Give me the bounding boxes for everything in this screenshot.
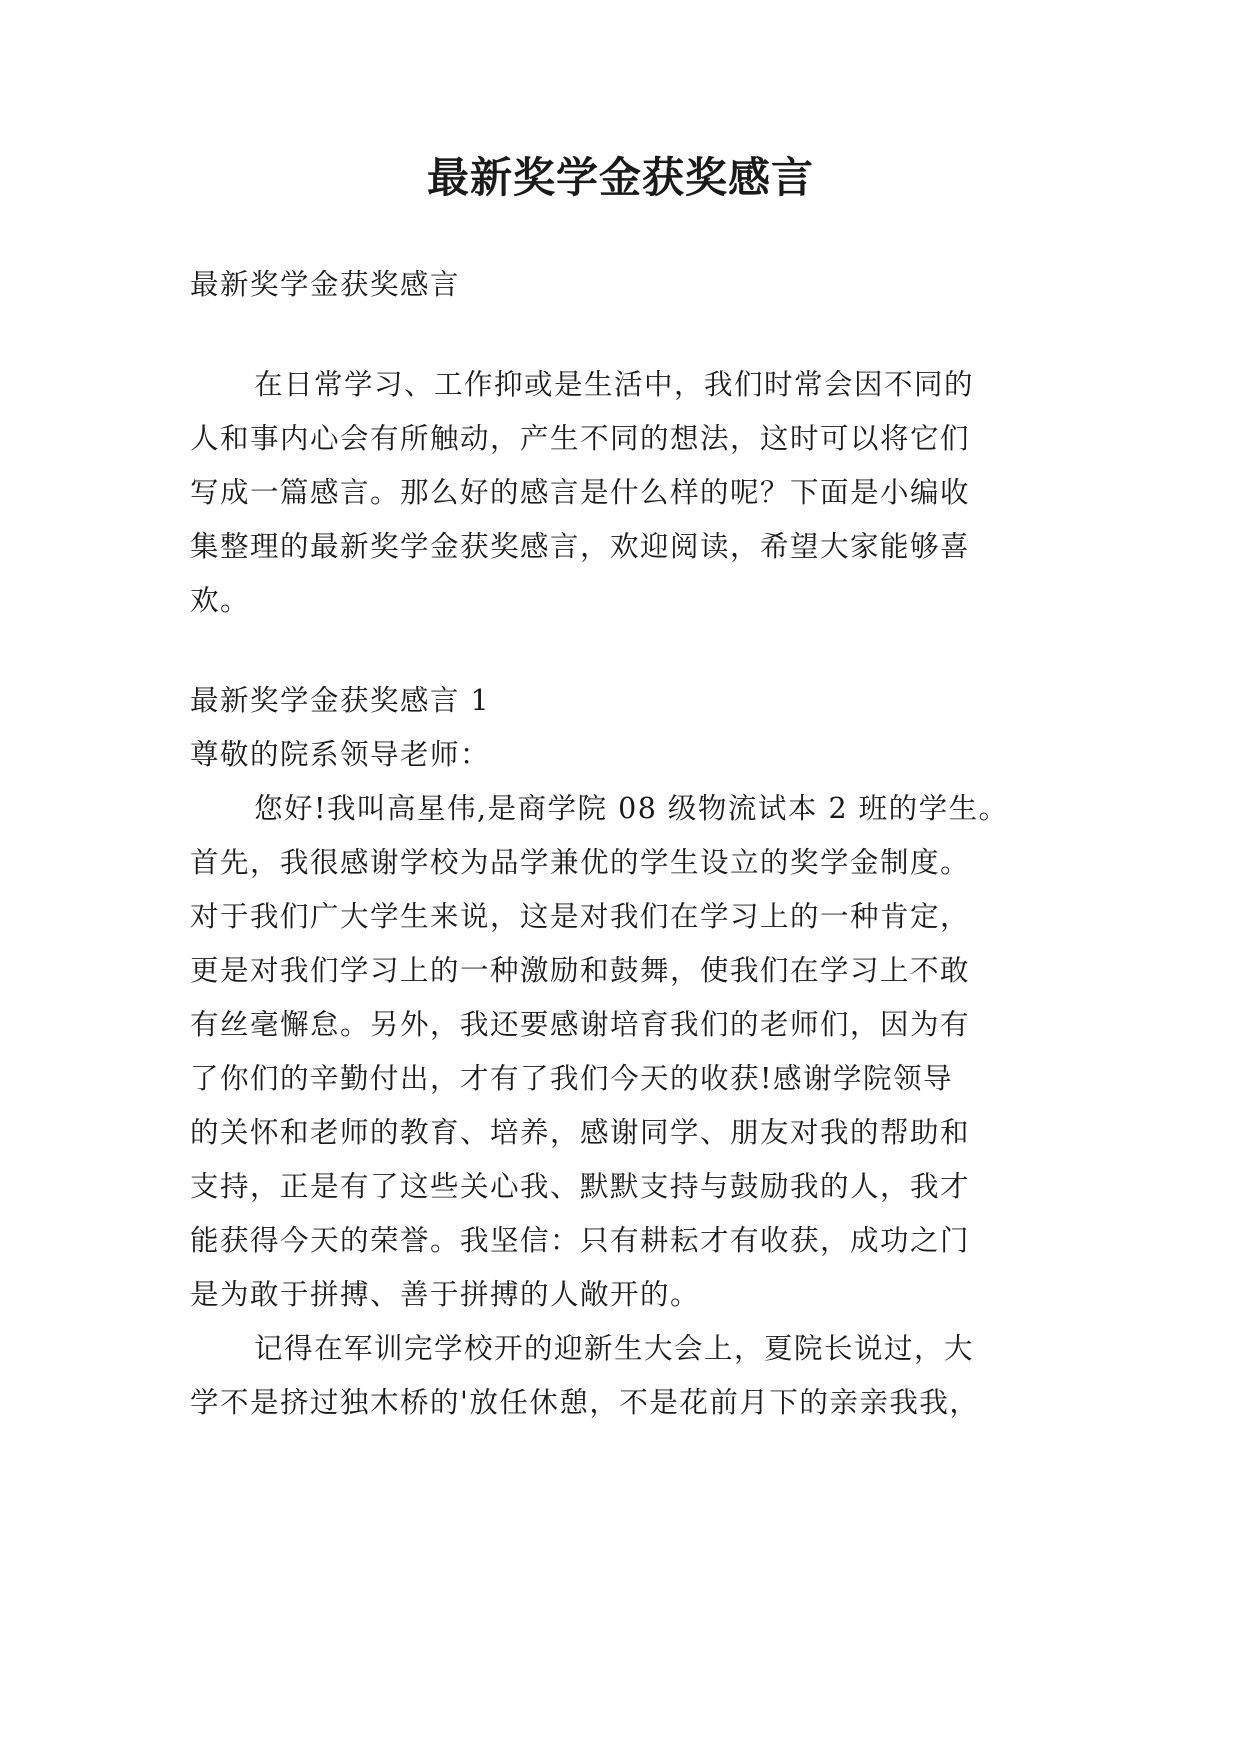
document-subtitle: 最新奖学金获奖感言 [190,268,461,301]
intro-line: 欢。 [190,584,251,617]
intro-line: 人和事内心会有所触动，产生不同的想法，这时可以将它们 [190,422,971,455]
paragraph-line: 支持，正是有了这些关心我、默默支持与鼓励我的人，我才 [190,1170,971,1203]
salutation: 尊敬的院系领导老师： [190,738,491,771]
paragraph-line: 更是对我们学习上的一种激励和鼓舞，使我们在学习上不敢 [190,954,971,987]
section-heading: 最新奖学金获奖感言 1 [190,684,491,717]
paragraph-line: 的关怀和老师的教育、培养，感谢同学、朋友对我的帮助和 [190,1116,971,1149]
paragraph-line: 能获得今天的荣誉。我坚信：只有耕耘才有收获，成功之门 [190,1224,971,1257]
paragraph-line: 对于我们广大学生来说，这是对我们在学习上的一种肯定， [190,900,971,933]
paragraph-line: 学不是挤过独木桥的'放任休憩，不是花前月下的亲亲我我， [190,1386,980,1419]
paragraph-line: 是为敢于拼搏、善于拼搏的人敞开的。 [190,1278,701,1311]
paragraph-line: 有丝毫懈怠。另外，我还要感谢培育我们的老师们，因为有 [190,1008,971,1041]
paragraph-line: 了你们的辛勤付出，才有了我们今天的收获!感谢学院领导 [190,1062,953,1095]
intro-line: 在日常学习、工作抑或是生活中，我们时常会因不同的 [254,368,975,401]
document-title: 最新奖学金获奖感言 [426,153,814,202]
intro-line: 集整理的最新奖学金获奖感言，欢迎阅读，希望大家能够喜 [190,530,971,563]
paragraph-line: 记得在军训完学校开的迎新生大会上，夏院长说过，大 [254,1332,975,1365]
paragraph-line: 首先，我很感谢学校为品学兼优的学生设立的奖学金制度。 [190,846,971,879]
intro-line: 写成一篇感言。那么好的感言是什么样的呢？下面是小编收 [190,476,971,509]
paragraph-line: 您好!我叫高星伟,是商学院 08 级物流试本 2 班的学生。 [254,792,1009,825]
